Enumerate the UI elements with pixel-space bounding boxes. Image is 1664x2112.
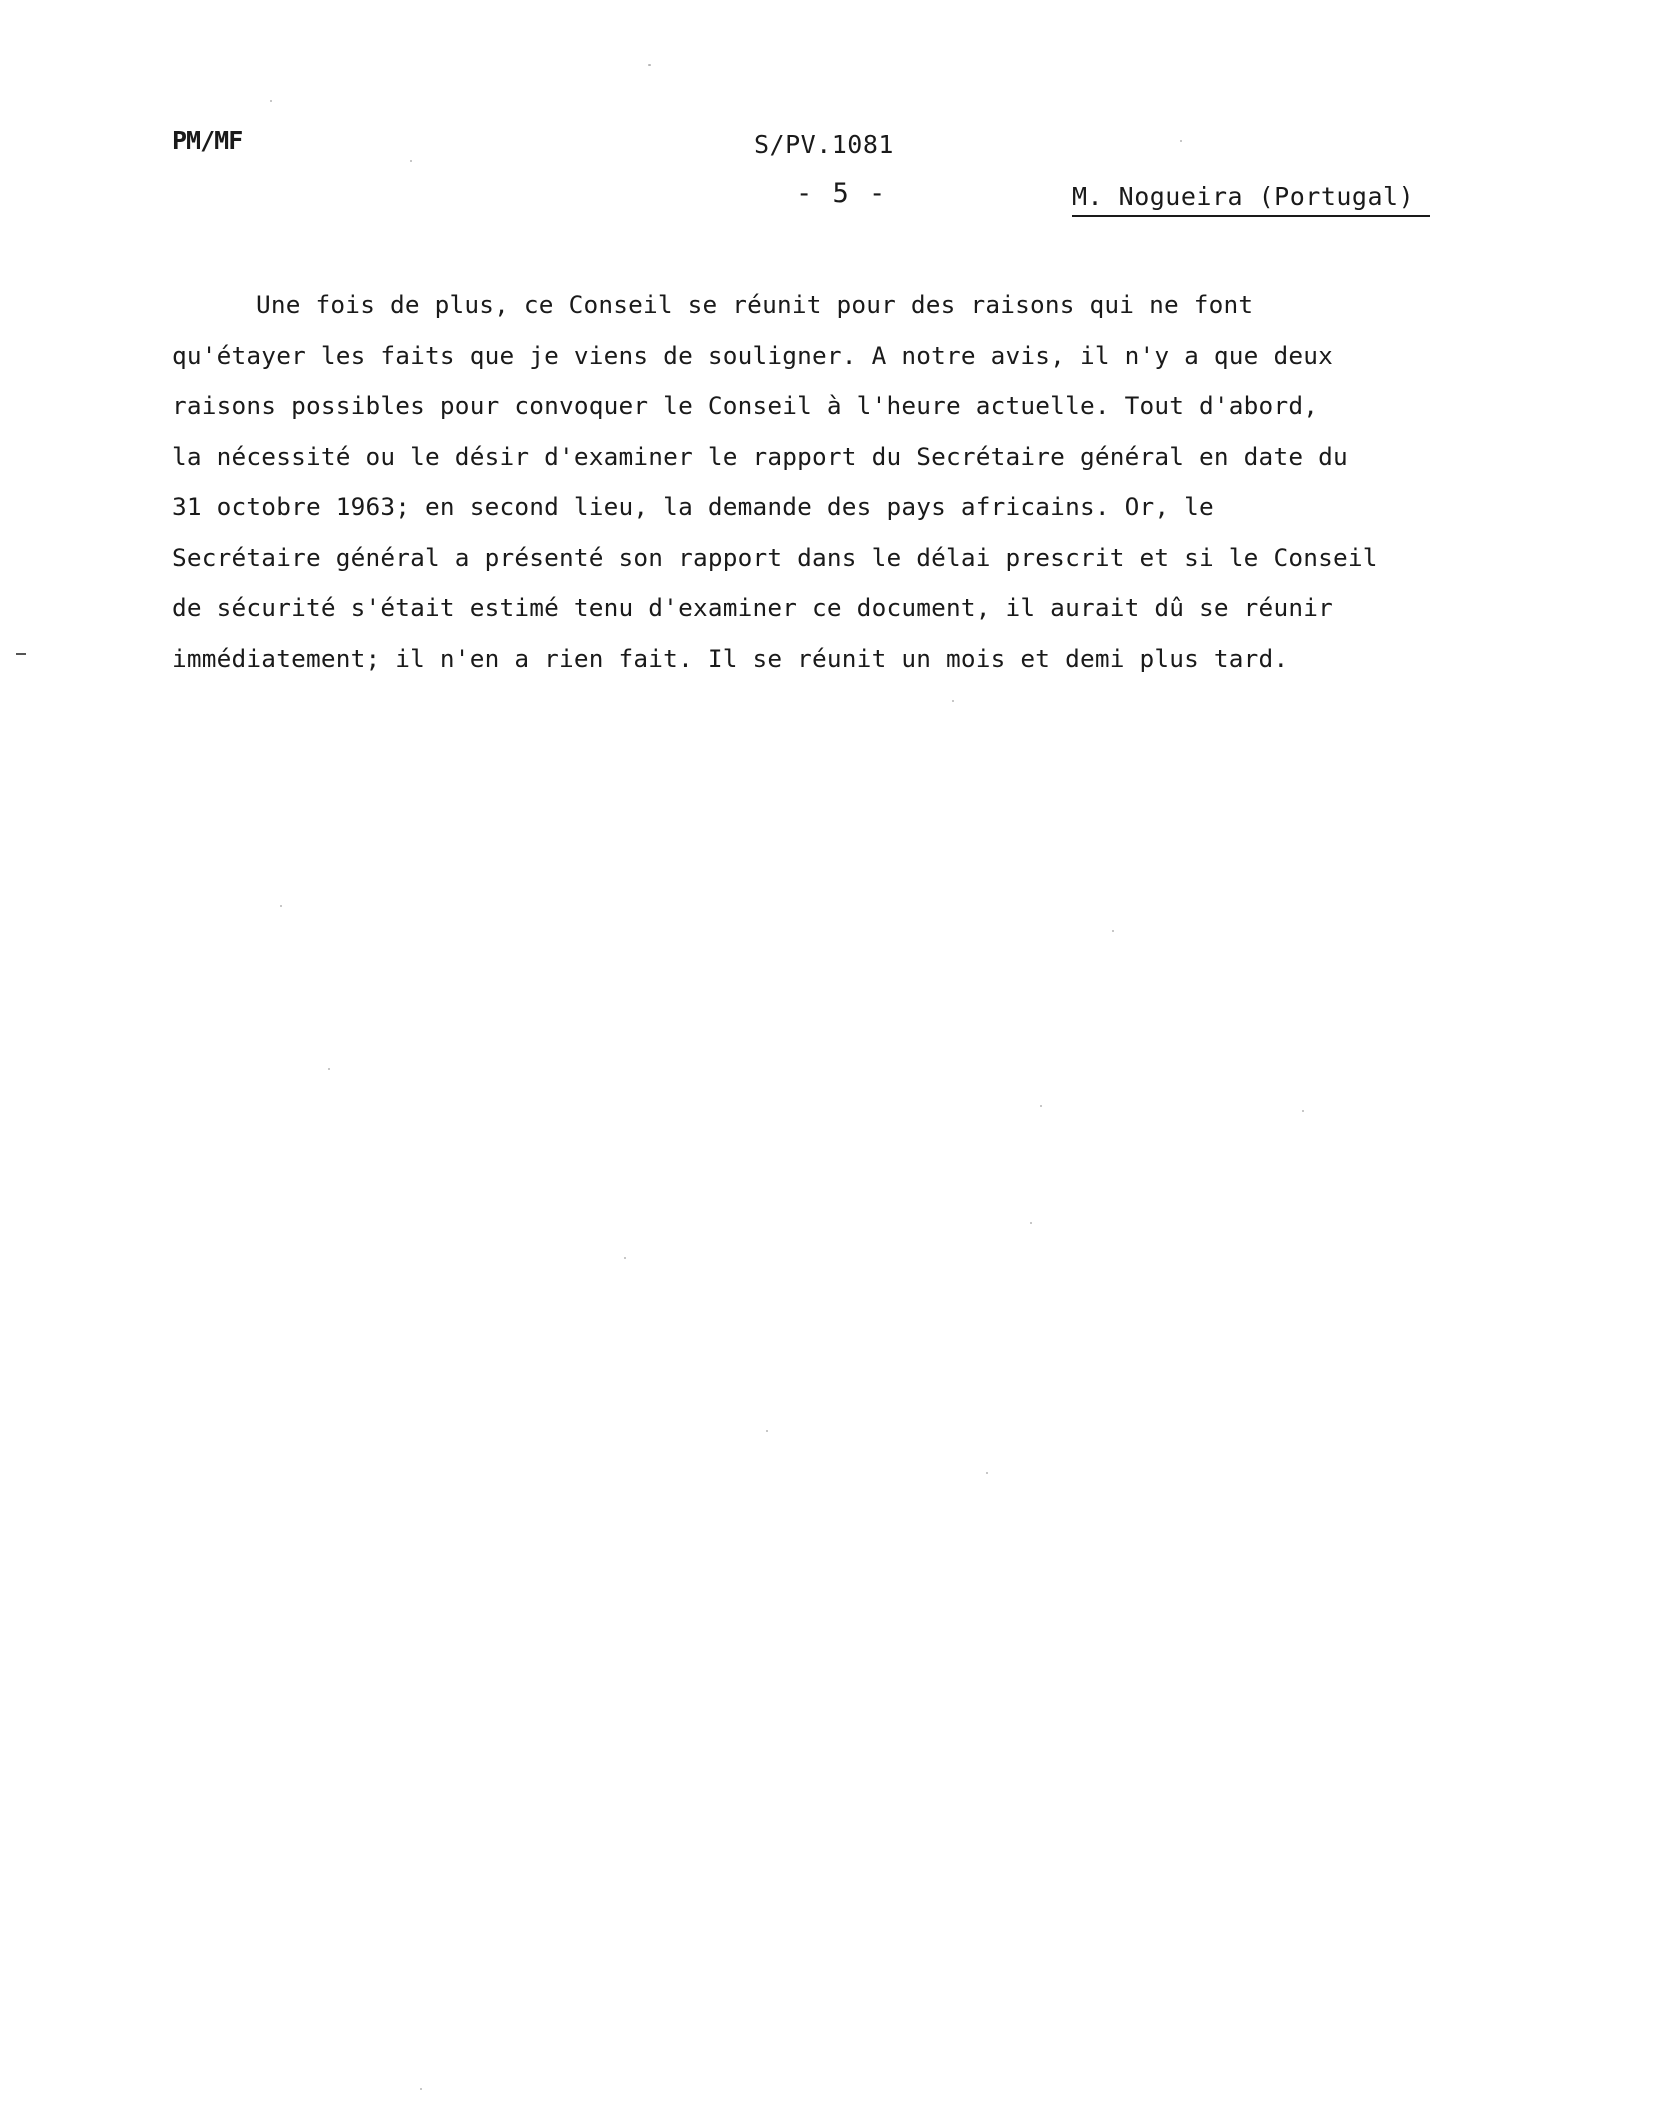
scan-speck: [624, 1257, 626, 1259]
paragraph-line: la nécessité ou le désir d'examiner le rapport du Secrétaire général en date du: [172, 441, 1348, 471]
paragraph-line: qu'étayer les faits que je viens de souligner. A notre avis, il n'y a que deux: [172, 340, 1333, 370]
scan-speck: [280, 905, 282, 907]
scan-speck: [766, 1430, 768, 1432]
scan-speck: [1302, 1110, 1304, 1112]
scan-speck: [648, 64, 651, 66]
scan-speck: [410, 160, 412, 162]
paragraph-line: Une fois de plus, ce Conseil se réunit pour des raisons qui ne font: [256, 290, 1254, 319]
speaker-name: M. Nogueira (Portugal): [1072, 182, 1415, 211]
paragraph-line: Secrétaire général a présenté son rapport dans le délai prescrit et si le Conseil: [172, 542, 1378, 572]
speaker-underline: [1072, 215, 1430, 217]
scan-speck: [270, 100, 272, 102]
paragraph-line: 31 octobre 1963; en second lieu, la demande des pays africains. Or, le: [172, 492, 1214, 521]
page-number: - 5 -: [796, 178, 888, 209]
scan-speck: [1030, 1222, 1032, 1224]
document-symbol: S/PV.1081: [754, 130, 894, 159]
speech-paragraph: [172, 280, 1532, 684]
scan-speck: [952, 700, 954, 702]
paragraph-line: de sécurité s'était estimé tenu d'examiner ce document, il aurait dû se réunir: [172, 593, 1333, 622]
scan-speck: [986, 1472, 988, 1474]
scan-speck: [420, 2088, 422, 2090]
paragraph-line: raisons possibles pour convoquer le Conseil à l'heure actuelle. Tout d'abord,: [172, 391, 1319, 420]
scan-speck: [328, 1068, 330, 1070]
scan-mark: [16, 653, 26, 655]
scan-speck: [1040, 1105, 1042, 1107]
scan-speck: [1112, 930, 1114, 932]
scan-speck: [1180, 140, 1182, 142]
typist-initials: PM/MF: [172, 126, 243, 155]
paragraph-line: immédiatement; il n'en a rien fait. Il se réunit un mois et demi plus tard.: [172, 643, 1289, 673]
